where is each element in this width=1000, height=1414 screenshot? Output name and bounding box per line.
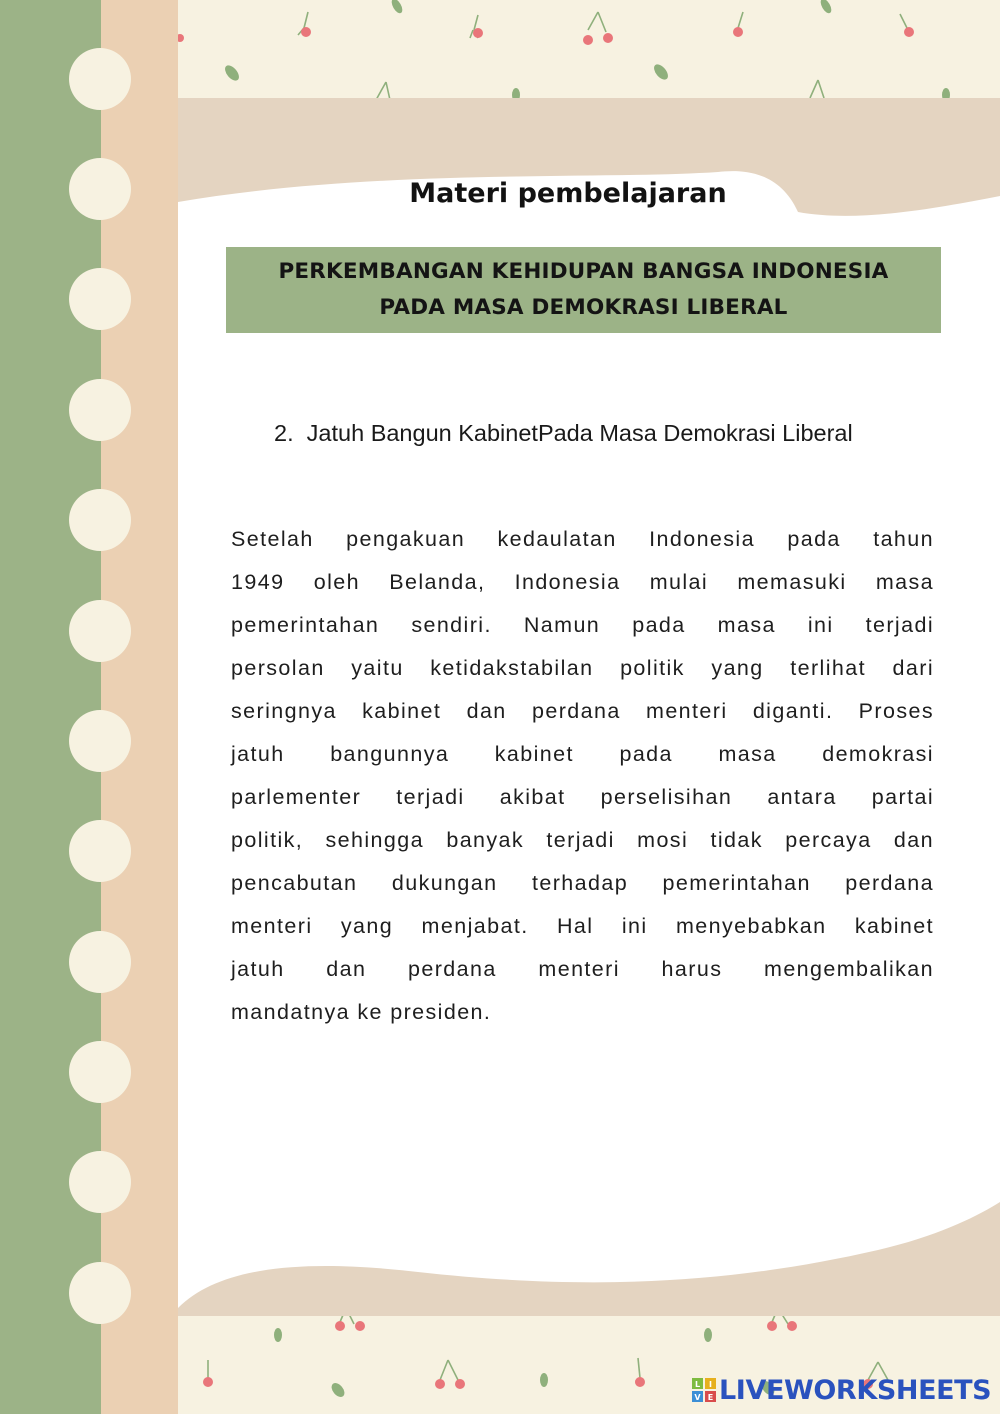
paragraph-line: parlementer terjadi akibat perselisihan antara partai bbox=[231, 785, 934, 809]
binder-hole bbox=[69, 1262, 131, 1324]
body-paragraph bbox=[231, 518, 934, 1034]
binder-hole bbox=[69, 268, 131, 330]
liveworksheets-logo-icon bbox=[692, 1378, 716, 1402]
paragraph-line: menteri yang menjabat. Hal ini menyebabkan kabinet bbox=[231, 914, 934, 938]
section-number: 2. bbox=[274, 420, 294, 446]
section-title-text: Jatuh Bangun KabinetPada Masa Demokrasi Liberal bbox=[306, 420, 853, 446]
section-title bbox=[274, 420, 853, 447]
paragraph-line: persolan yaitu ketidakstabilan politik yang terlihat dari bbox=[231, 656, 934, 680]
logo-letter: E bbox=[707, 1393, 714, 1402]
liveworksheets-watermark bbox=[692, 1372, 991, 1408]
paragraph-line: seringnya kabinet dan perdana menteri diganti. Proses bbox=[231, 699, 934, 723]
paragraph-line: mandatnya ke presiden. bbox=[231, 1000, 492, 1024]
paragraph-line: Setelah pengakuan kedaulatan Indonesia pada tahun bbox=[231, 527, 934, 551]
paragraph-line: politik, sehingga banyak terjadi mosi tidak percaya dan bbox=[231, 828, 934, 852]
binder-hole bbox=[69, 489, 131, 551]
topic-banner bbox=[226, 247, 941, 333]
binder-hole bbox=[69, 48, 131, 110]
binder-hole bbox=[69, 1041, 131, 1103]
banner-line: PADA MASA DEMOKRASI LIBERAL bbox=[379, 295, 788, 320]
paragraph-line: pencabutan dukungan terhadap pemerintahan perdana bbox=[231, 871, 934, 895]
binder-hole bbox=[69, 710, 131, 772]
binder-hole bbox=[69, 379, 131, 441]
logo-letter: I bbox=[709, 1380, 712, 1389]
cherry-pattern-top bbox=[178, 0, 1000, 110]
banner-line: PERKEMBANGAN KEHIDUPAN BANGSA INDONESIA bbox=[278, 259, 889, 284]
binder-hole bbox=[69, 931, 131, 993]
page-heading: Materi pembelajaran bbox=[409, 178, 727, 209]
binder-hole bbox=[69, 158, 131, 220]
paragraph-line: pemerintahan sendiri. Namun pada masa ini terjadi bbox=[231, 613, 934, 637]
liveworksheets-brand-text: LIVEWORKSHEETS bbox=[719, 1374, 992, 1406]
paragraph-line: 1949 oleh Belanda, Indonesia mulai memasuki masa bbox=[231, 570, 934, 594]
paragraph-line: jatuh dan perdana menteri harus mengembalikan bbox=[231, 957, 934, 981]
binder-hole bbox=[69, 1151, 131, 1213]
logo-letter: L bbox=[694, 1380, 701, 1389]
binder-hole bbox=[69, 820, 131, 882]
binder-hole bbox=[69, 600, 131, 662]
logo-letter: V bbox=[694, 1393, 701, 1402]
paragraph-line: jatuh bangunnya kabinet pada masa demokrasi bbox=[231, 742, 934, 766]
